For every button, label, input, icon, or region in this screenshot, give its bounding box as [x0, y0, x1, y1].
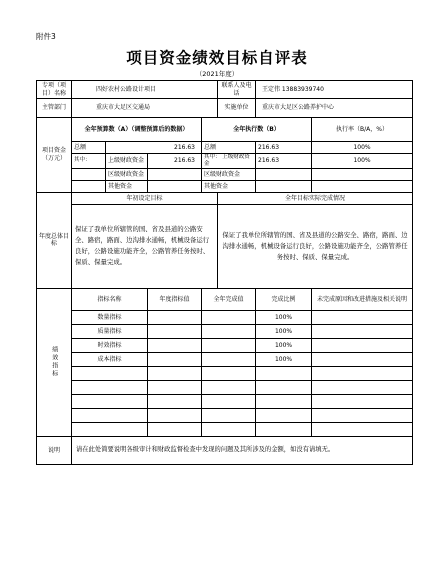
indicator-rate: 100% — [256, 352, 312, 366]
goal-section-label: 年度总体目标 — [37, 192, 72, 288]
funds-label: 项目资金（万元） — [37, 118, 72, 193]
actual-goal-text: 保证了我单位所辖管的国、省及县道的公路安全、路宿，路面、边沟排水通畅，机械设备运行良好，公路设施功能齐全，公路管养任务按时、保质、保量完成。 — [218, 204, 413, 288]
attachment-label: 附件3 — [36, 32, 56, 41]
district-fund-label: 区级财政资金 — [106, 168, 148, 180]
evaluation-table — [36, 80, 413, 465]
total-label-exec: 总额 — [202, 142, 256, 154]
department-value: 重庆市大足区交通局 — [72, 99, 218, 118]
table-row — [37, 394, 413, 408]
prov-rate: 100% — [312, 154, 413, 169]
indicator-rate: 100% — [256, 338, 312, 352]
indicator-name: 数量指标 — [72, 310, 148, 324]
table-row — [37, 408, 413, 422]
implementer-value: 重庆市大足区公路养护中心 — [256, 99, 413, 118]
total-label: 总额 — [72, 142, 106, 154]
notes-text: 请在此处简要说明各级审计和财政监督检查中发现的问题及其所涉及的金额，如没有请填无。 — [72, 436, 413, 464]
completion-rate-header: 完成比例 — [256, 288, 312, 310]
department-label: 主管部门 — [37, 99, 72, 118]
project-name-label: 专项（项目）名称 — [37, 81, 72, 99]
indicator-rate: 100% — [256, 324, 312, 338]
total-exec: 216.63 — [256, 142, 312, 154]
prov-fund-label: 上级财政资金 — [106, 154, 148, 169]
initial-goal-text: 保证了我单位所辖管的国、省及县道的公路安全、路宿，路面、边沟排水通畅，机械设备运行良好，公路设施功能齐全，公路管养任务按时、保质、保量完成。 — [72, 204, 218, 288]
prov-exec: 216.63 — [256, 154, 312, 169]
among-label: 其中： — [74, 157, 91, 164]
indicator-name: 成本指标 — [72, 352, 148, 366]
project-name-value: 四好农村公路设计项目 — [72, 81, 218, 99]
initial-goal-header: 年初设定目标 — [72, 192, 218, 204]
prov-fund-label-exec: 上级财政资金 — [204, 154, 250, 167]
prov-budget: 216.63 — [148, 154, 202, 169]
contact-label: 联系人及电话 — [218, 81, 256, 99]
contact-value: 王定伟 13883939740 — [256, 81, 413, 99]
table-row — [37, 380, 413, 394]
indicator-rate: 100% — [256, 310, 312, 324]
annual-exec-header: 全年执行数（B） — [202, 118, 312, 142]
indicator-name: 时效指标 — [72, 338, 148, 352]
implementer-label: 实施单位 — [218, 99, 256, 118]
annual-actual-header: 全年完成值 — [202, 288, 256, 310]
total-rate: 100% — [312, 142, 413, 154]
notes-label: 说明 — [37, 436, 72, 464]
reason-header: 未完成原因和改进措施及相关说明 — [312, 288, 413, 310]
actual-goal-header: 全年目标实际完成情况 — [218, 192, 413, 204]
page-title: 项目资金绩效目标自评表 — [126, 48, 308, 67]
district-fund-label-exec: 区级财政资金 — [202, 168, 256, 180]
annual-target-header: 年度指标值 — [148, 288, 202, 310]
annual-budget-header: 全年预算数（A）（调整预算后的数据） — [72, 118, 202, 142]
total-budget: 216.63 — [106, 142, 202, 154]
exec-rate-header: 执行率（B/A，%） — [312, 118, 413, 142]
among-label-exec: 其中： — [204, 154, 221, 160]
indicator-name-header: 指标名称 — [72, 288, 148, 310]
table-row — [37, 352, 413, 366]
table-row — [37, 366, 413, 380]
perf-label: 绩效指标 — [50, 346, 58, 379]
indicator-name: 质量指标 — [72, 324, 148, 338]
table-row — [37, 338, 413, 352]
table-row — [37, 310, 413, 324]
other-fund-label: 其他资金 — [106, 180, 148, 192]
table-row — [37, 324, 413, 338]
table-row — [37, 422, 413, 436]
year-label: （2021年度） — [195, 70, 239, 78]
other-fund-label-exec: 其他资金 — [202, 180, 256, 192]
